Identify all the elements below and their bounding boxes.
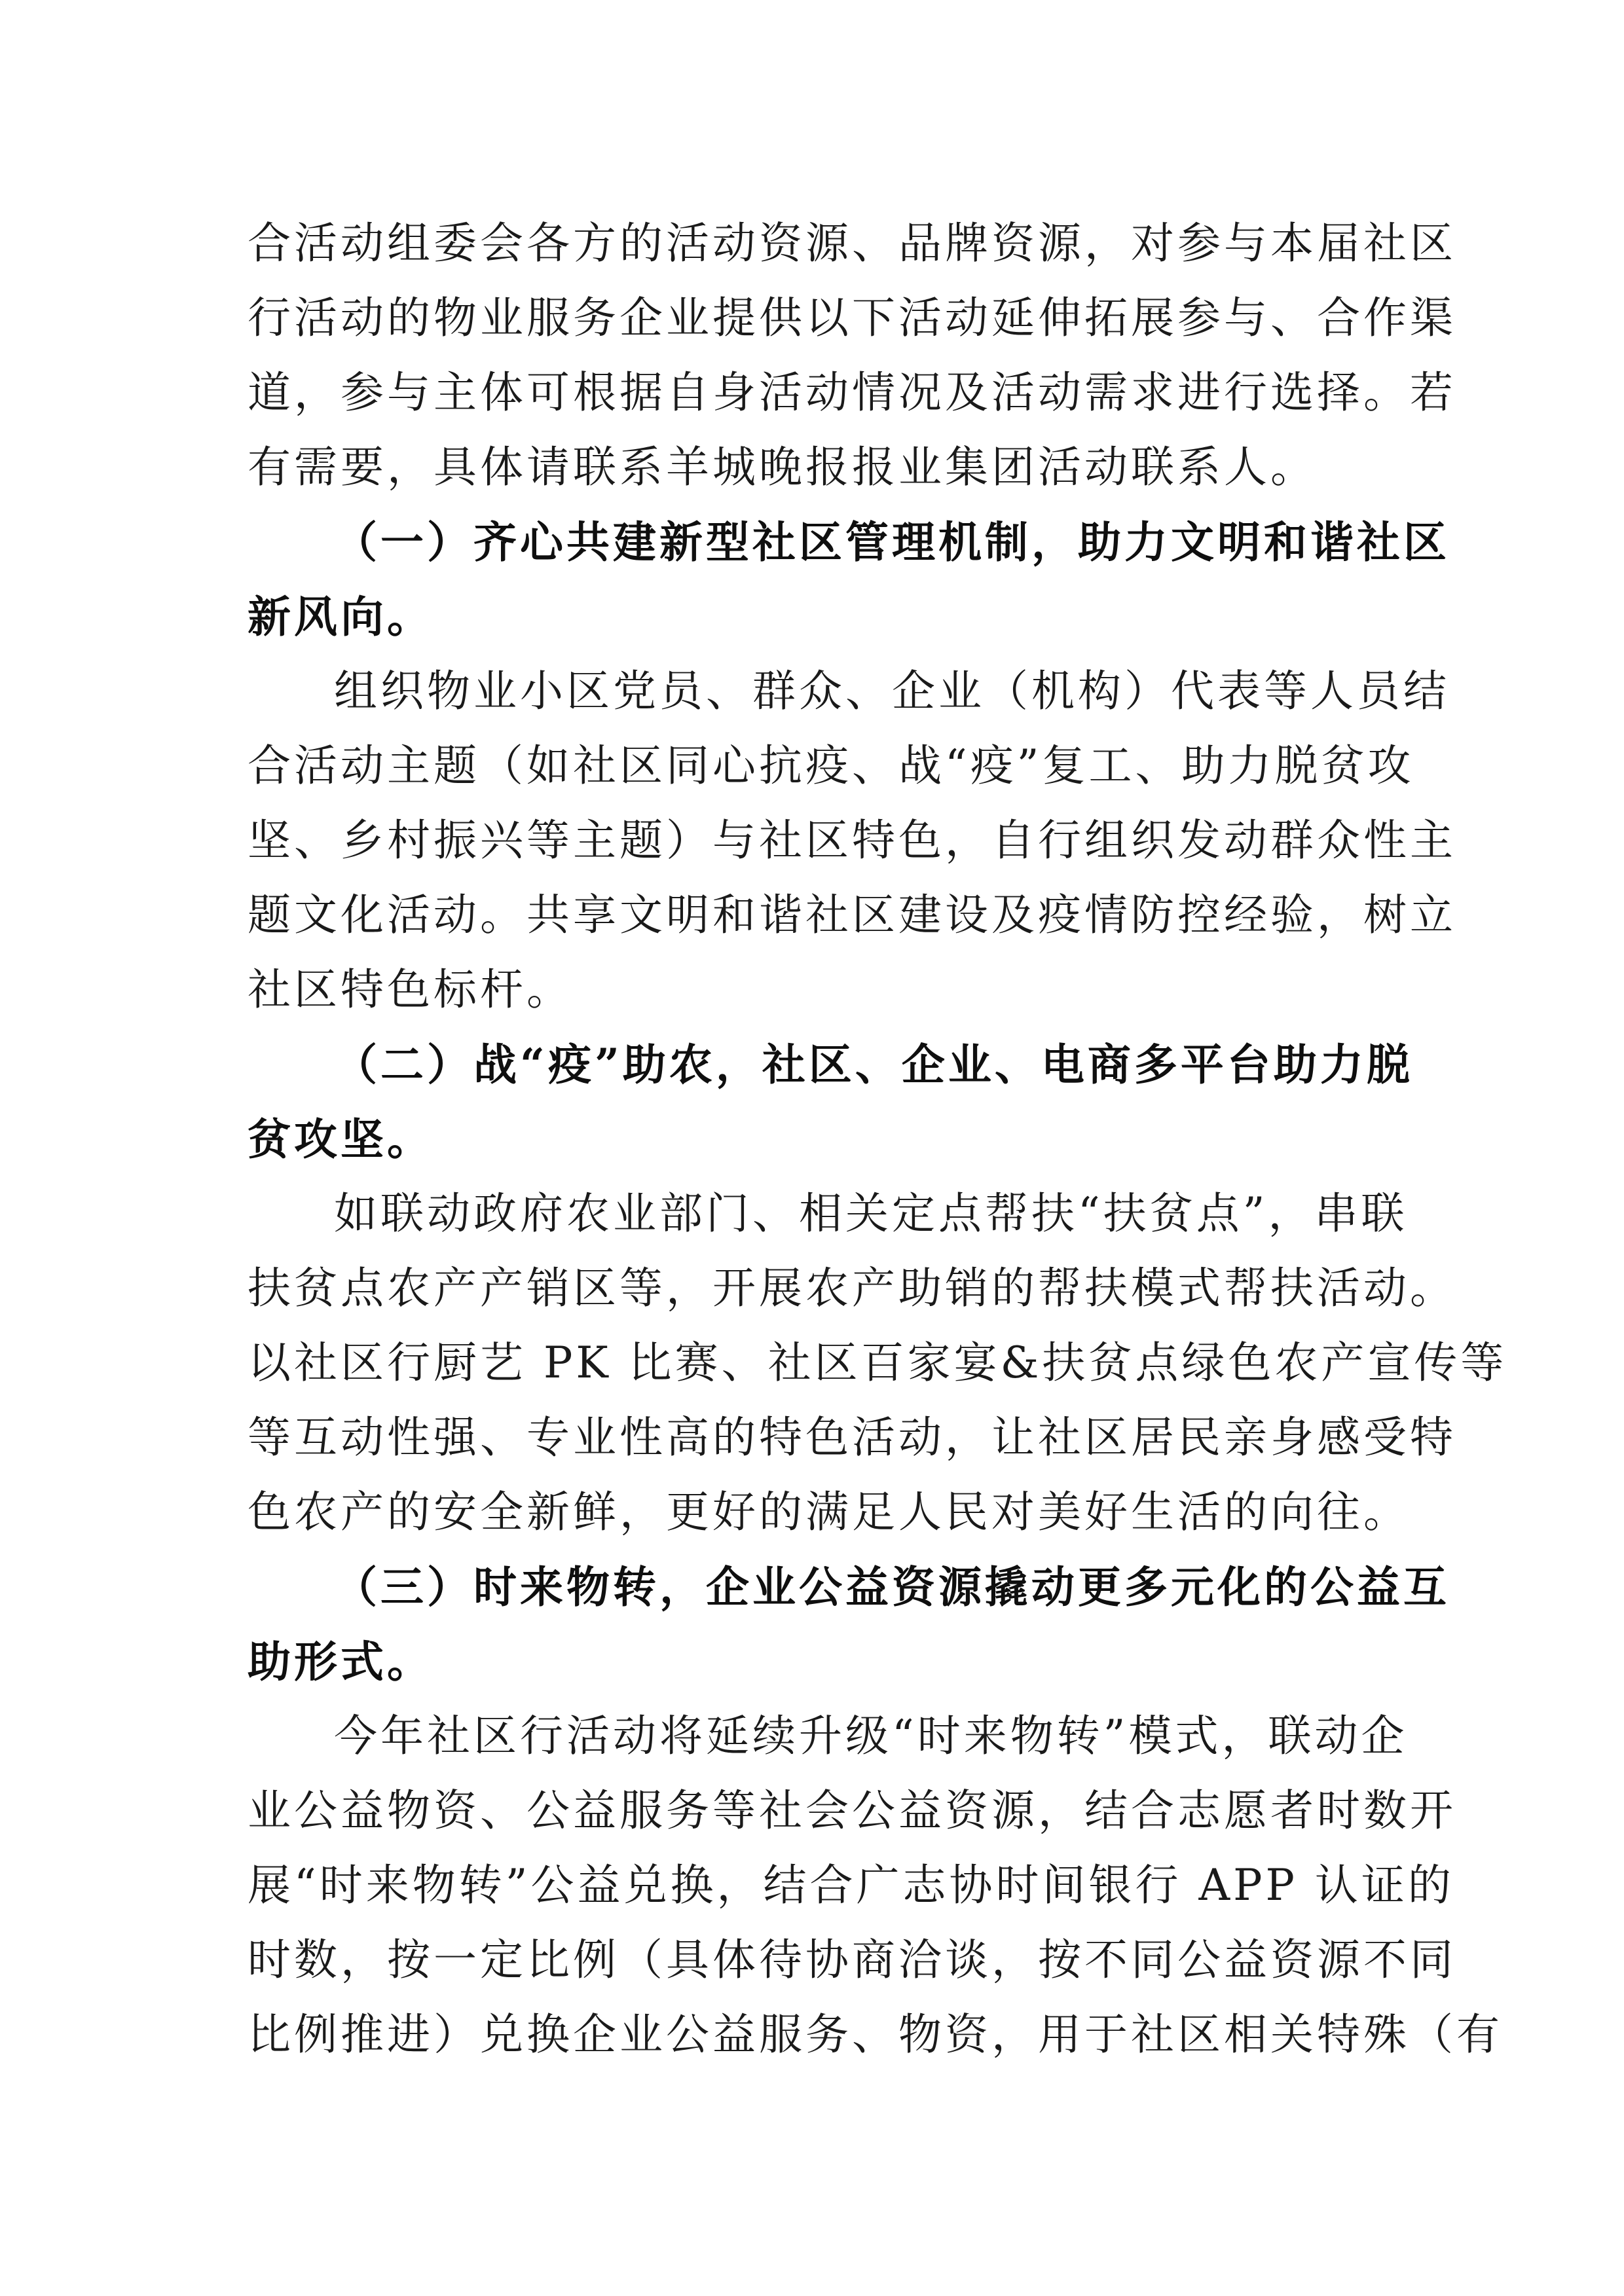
paragraph-line: 社区特色标杆。 <box>248 964 573 1015</box>
paragraph-line: 行活动的物业服务企业提供以下活动延伸拓展参与、合作渠 <box>248 293 1456 343</box>
paragraph-line: 扶贫点农产产销区等，开展农产助销的帮扶模式帮扶活动。 <box>248 1263 1456 1313</box>
section-heading-1-cont: 新风向。 <box>248 591 434 642</box>
section-heading-3-cont: 助形式。 <box>248 1636 434 1687</box>
paragraph-line: 比例推进）兑换企业公益服务、物资，用于社区相关特殊（有 <box>248 2009 1503 2060</box>
paragraph-line: 组织物业小区党员、群众、企业（机构）代表等人员结 <box>334 666 1450 716</box>
paragraph-line: 合活动主题（如社区同心抗疫、战“疫”复工、助力脱贫攻 <box>248 740 1414 791</box>
paragraph-line: 有需要，具体请联系羊城晚报报业集团活动联系人。 <box>248 442 1317 492</box>
document-body <box>248 206 1507 2072</box>
paragraph-line: 如联动政府农业部门、相关定点帮扶“扶贫点”，串联 <box>334 1188 1408 1239</box>
paragraph-line: 等互动性强、专业性高的特色活动，让社区居民亲身感受特 <box>248 1412 1456 1463</box>
paragraph-line: 展“时来物转”公益兑换，结合广志协时间银行 APP 认证的 <box>248 1860 1454 1910</box>
paragraph-line: 时数，按一定比例（具体待协商洽谈，按不同公益资源不同 <box>248 1935 1456 1985</box>
paragraph-line: 合活动组委会各方的活动资源、品牌资源，对参与本届社区 <box>248 218 1456 268</box>
section-heading-3: （三）时来物转，企业公益资源撬动更多元化的公益互 <box>334 1561 1450 1613</box>
paragraph-line: 业公益物资、公益服务等社会公益资源，结合志愿者时数开 <box>248 1785 1456 1836</box>
paragraph-line: 今年社区行活动将延续升级“时来物转”模式，联动企 <box>334 1711 1408 1761</box>
paragraph-line: 以社区行厨艺 PK 比赛、社区百家宴&扶贫点绿色农产宣传等 <box>248 1338 1507 1388</box>
paragraph-line: 坚、乡村振兴等主题）与社区特色，自行组织发动群众性主 <box>248 815 1456 866</box>
paragraph-line: 道，参与主体可根据自身活动情况及活动需求进行选择。若 <box>248 367 1456 418</box>
section-heading-2-cont: 贫攻坚。 <box>248 1114 434 1165</box>
paragraph-line: 色农产的安全新鲜，更好的满足人民对美好生活的向往。 <box>248 1487 1410 1537</box>
paragraph-line: 题文化活动。共享文明和谐社区建设及疫情防控经验，树立 <box>248 890 1456 940</box>
section-heading-1: （一）齐心共建新型社区管理机制，助力文明和谐社区 <box>334 517 1450 568</box>
section-heading-2: （二）战“疫”助农，社区、企业、电商多平台助力脱 <box>334 1039 1413 1090</box>
